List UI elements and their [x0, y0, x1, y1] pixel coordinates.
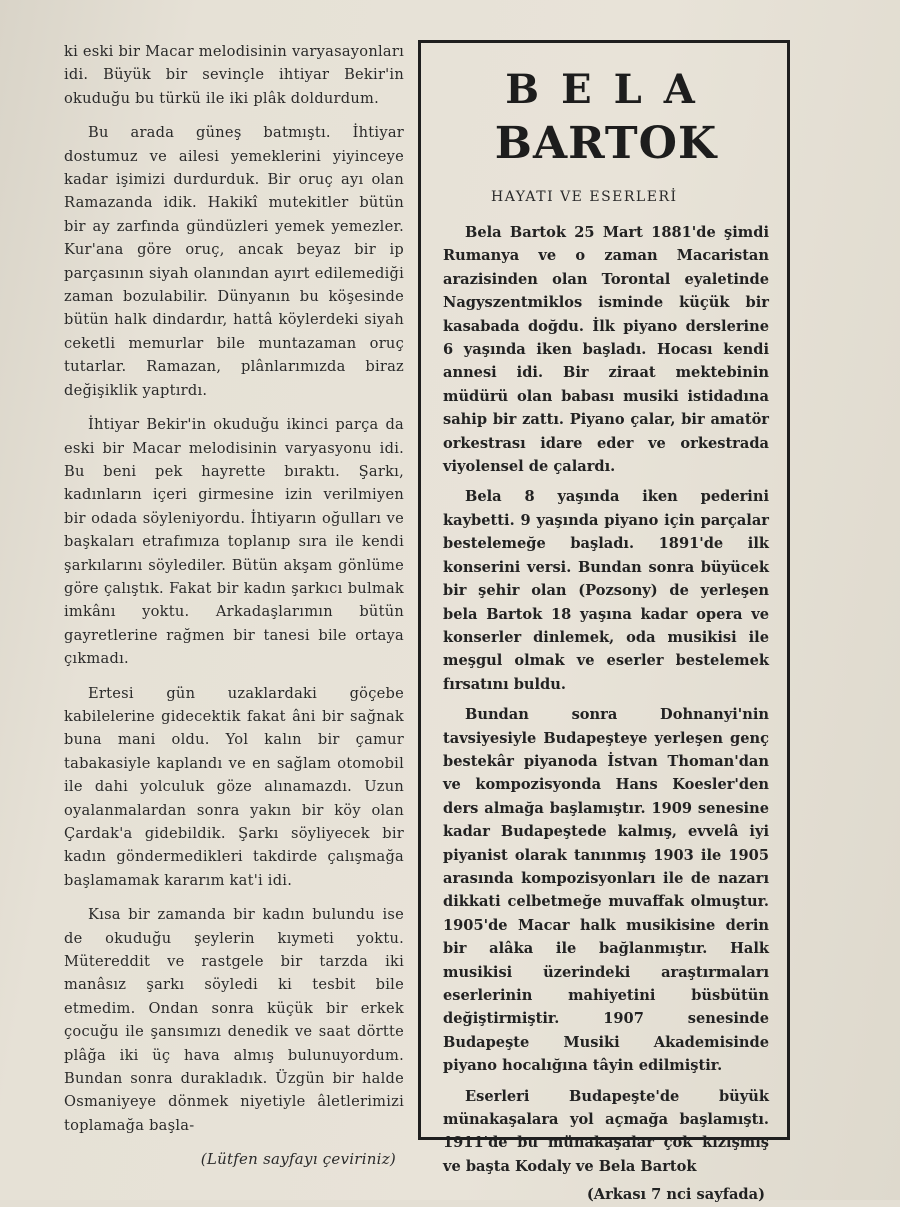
bio-paragraph-1: Bela Bartok 25 Mart 1881'de şimdi Rumanya ve o zaman Macaristan arazisinden olan Torontal eyaletinde Nagyszentmiklos isminde küçük bir kasabada doğdu. İlk piyano derslerine 6 yaşında iken başladı. Hocası kendi annesi idi. Bir ziraat mektebinin müdürü olan babası musiki istidadına sahip bir zattı. Piyano çalar, bir amatör orkestrası idare eder ve orkestrada viyolensel de çalardı.	[443, 224, 769, 476]
biography-text	[443, 221, 769, 1207]
turn-page-note: (Lütfen sayfayı çeviriniz)	[200, 1150, 396, 1169]
bio-paragraph-2: Bela 8 yaşında iken pederini kaybetti. 9 yaşında piyano için parçalar bestelemeğe başladı. 1891'de ilk konserini versi. Bundan sonra büyücek bir şehir olan (Pozsony) de yerleşen bela Bartok 18 yaşına kadar opera ve konserler dinlemek, oda musikisi ile meşgul olmak ve eserler bestelemek fırsatını buldu.	[443, 488, 769, 693]
subtitle: HAYATI VE ESERLERİ	[491, 189, 678, 205]
biography-box	[418, 40, 790, 1204]
bio-paragraph-3: Bundan sonra Dohnanyi'nin tavsiyesiyle Budapeşteye yerleşen genç bestekâr piyanoda İstvan Thoman'dan ve kompozisyonda Hans Koesler'den ders almağa başlamıştır. 1909 senesine kadar Budapeştede kalmış, evvelâ iyi piyanist olarak tanınmış 1903 ile 1905 arasında kompozisyonları ile de nazarı dikkati celbetmeğe muvaffak olmuştur. 1905'de Macar halk musikisine derin bir alâka ile bağlanmıştır. Halk musikisi üzerindeki araştırmaları eserlerinin mahiyetini büsbütün değiştirmiştir. 1907 senesinde Budapeşte Musiki Akademisinde piyano hocalığına tâyin edilmiştir.	[443, 706, 769, 1075]
continued-note: (Arkası 7 nci sayfada)	[586, 1186, 765, 1204]
bio-paragraph-4: Eserleri Budapeşte'de büyük münakaşalara yol açmağa başlamıştı. 1911'de bu münakaşalar çok kızışmış ve başta Kodaly ve Bela Bartok	[443, 1087, 769, 1175]
left-paragraph-5: Kısa bir zamanda bir kadın bulundu ise de okuduğu şeylerin kıymeti yoktu. Mütereddit ve rastgele bir tarzda iki manâsız şarkı söyledi ki tesbit bile etmedim. Ondan sonra küçük bir erkek çocuğu ile şansımızı denedik ve saat dörtte plâğa iki üç hava almış bulunuyordum. Bundan sonra durakladık. Üzgün bir halde Osmaniyeye dönmek niyetiyle âletlerimizi toplamağa başla-	[64, 906, 404, 1134]
title-first-name: BELA	[505, 66, 717, 113]
left-paragraph-4: Ertesi gün uzaklardaki göçebe kabilelerine gidecektik fakat âni bir sağnak buna mani oldu. Yol kalın bir çamur tabakasiyle kaplandı ve en sağlam otomobil ile dahi yolculuk göze alınamazdı. Uzun oyalanmalardan sonra yakın bir köy olan Çardak'a gidebildik. Şarkı söyliyecek bir kadın göndermedikleri takdirde çalışmağa başlamamak kararım kat'i idi.	[64, 684, 404, 889]
title-last-name: BARTOK	[494, 118, 718, 169]
left-paragraph-1: ki eski bir Macar melodisinin varyasayonları idi. Büyük bir sevinçle ihtiyar Bekir'in okuduğu bu türkü ile iki plâk doldurdum.	[64, 43, 404, 107]
left-column	[64, 40, 404, 1172]
left-paragraph-3: İhtiyar Bekir'in okuduğu ikinci parça da eski bir Macar melodisinin varyasyonu idi. Bu beni pek hayrette bıraktı. Şarkı, kadınların içeri girmesine izin verilmiyen bir odada söyleniyordu. İhtiyarın oğulları ve başkaları etrafımıza toplanıp sıra ile kendi şarkılarını söylediler. Bütün akşam gönlüme göre çalıştık. Fakat bir kadın şarkıcı bulmak imkânı yoktu. Arkadaşlarımın bütün gayretlerine rağmen bir tanesi bile ortaya çıkmadı.	[64, 416, 404, 668]
left-paragraph-2: Bu arada güneş batmıştı. İhtiyar dostumuz ve ailesi yemeklerini yiyinceye kadar işimizi durdurduk. Bir oruç ayı olan Ramazanda idik. Hakikî mutekitler bütün bir ay zarfında gündüzleri yemek yemezler. Kur'ana göre oruç, ancak beyaz bir ip parçasının siyah olanından ayırt edilemediği zaman bozulabilir. Dünyanın bu köşesinde bütün halk dindardır, hattâ köylerdeki siyah ceketli memurlar bile muntazaman oruç tutarlar. Ramazan, plânlarımızda biraz değişiklik yaptırdı.	[64, 124, 404, 399]
